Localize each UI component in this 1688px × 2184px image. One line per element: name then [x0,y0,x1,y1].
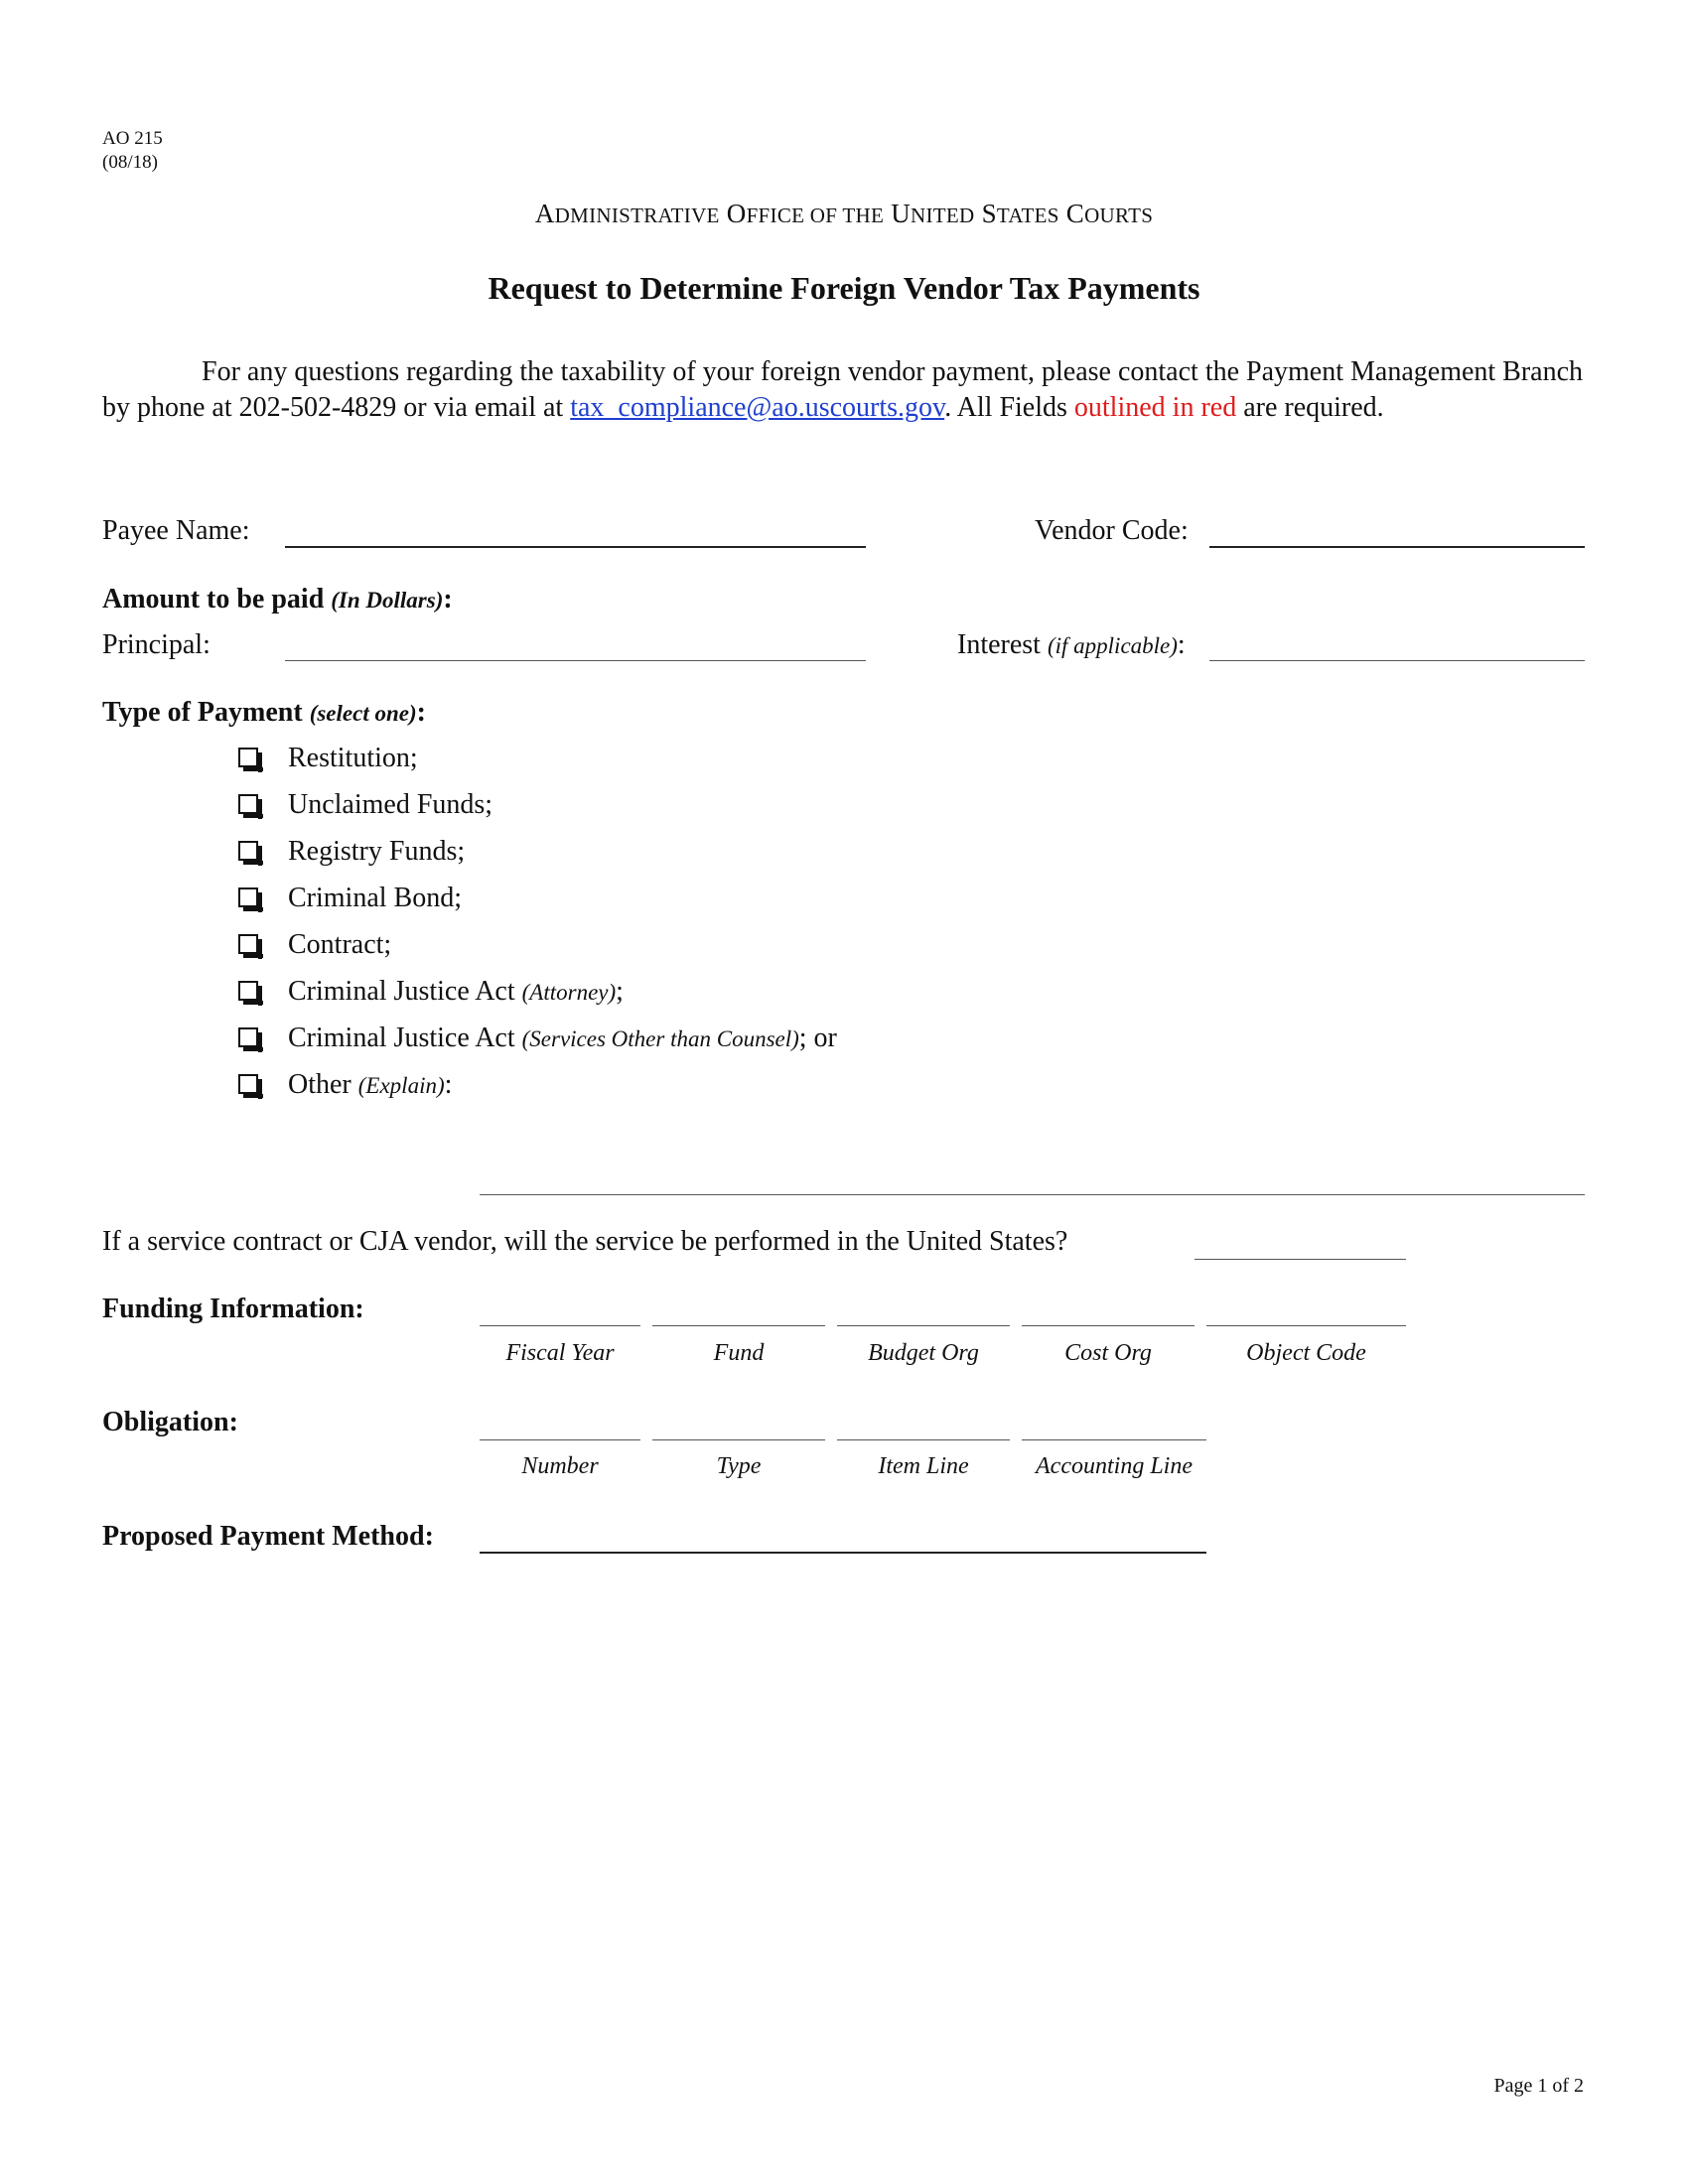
principal-label: Principal: [102,629,211,660]
form-number: AO 215 [102,128,163,149]
interest-heading [957,628,1186,663]
service-question: If a service contract or CJA vendor, will the service be performed in the United States? [102,1226,1068,1257]
vendor-code-field[interactable] [1209,546,1585,548]
option-label: Unclaimed Funds; [288,789,493,820]
option-label: Restitution; [288,743,418,773]
checkbox-registry-funds[interactable] [238,841,258,861]
option-suffix: ; [616,976,624,1007]
obligation-label: Obligation: [102,1407,238,1437]
option-restitution [288,742,418,775]
agency-w2-cap: O [726,199,747,228]
payee-name-field[interactable] [285,546,866,548]
fund-caption: Fund [713,1340,765,1366]
form-number-block [102,127,163,175]
agency-w1-cap: A [534,199,555,228]
budget-org-caption: Budget Org [868,1340,979,1366]
fiscal-year-caption: Fiscal Year [505,1340,615,1366]
amount-heading [102,583,453,617]
agency-w2-rest: FFICE OF THE [746,204,885,227]
payment-type-colon: : [416,697,426,728]
interest-field[interactable] [1209,660,1585,661]
interest-colon: : [1177,629,1186,660]
checkbox-other[interactable] [238,1074,258,1094]
payment-type-note: (select one) [309,701,417,726]
service-answer-field[interactable] [1195,1259,1406,1260]
option-contract [288,928,391,962]
option-other [288,1068,452,1103]
intro-text-2: . All Fields [944,392,1067,423]
obligation-number-field[interactable] [480,1439,640,1440]
option-label: Other [288,1069,352,1100]
agency-w5-rest: OURTS [1084,204,1154,227]
checkbox-restitution[interactable] [238,748,258,767]
option-note: (Services Other than Counsel) [521,1026,799,1051]
amount-colon: : [443,584,453,614]
agency-w4-cap: S [981,199,997,228]
option-cja-attorney [288,975,624,1010]
option-label: Registry Funds; [288,836,466,867]
option-cja-services [288,1022,837,1056]
interest-label: Interest [957,629,1041,660]
intro-text-3: are required. [1243,392,1384,423]
obligation-type-field[interactable] [652,1439,825,1440]
fiscal-year-field[interactable] [480,1325,640,1326]
vendor-code-label: Vendor Code: [1035,515,1189,546]
option-label: Criminal Justice Act [288,1023,515,1053]
checkbox-contract[interactable] [238,934,258,954]
payment-type-heading [102,696,426,731]
interest-note: (if applicable) [1047,633,1178,658]
option-registry-funds [288,835,465,869]
option-unclaimed-funds [288,788,492,822]
number-caption: Number [521,1453,599,1479]
agency-w5-cap: C [1065,199,1085,228]
option-note: (Explain) [357,1073,445,1098]
agency-w3-cap: U [891,199,912,228]
intro-paragraph [102,354,1592,426]
payment-method-label: Proposed Payment Method: [102,1521,434,1552]
checkbox-unclaimed-funds[interactable] [238,794,258,814]
checkbox-cja-services[interactable] [238,1027,258,1047]
accounting-line-caption: Accounting Line [1036,1453,1193,1479]
option-suffix: ; or [798,1023,837,1053]
item-line-caption: Item Line [878,1453,969,1479]
page-title: Request to Determine Foreign Vendor Tax Payments [488,270,1200,306]
option-note: (Attorney) [521,980,617,1005]
object-code-caption: Object Code [1246,1340,1366,1366]
page-number: Page 1 of 2 [1493,2075,1584,2097]
budget-org-field[interactable] [837,1325,1010,1326]
option-label: Contract; [288,929,392,960]
checkbox-cja-attorney[interactable] [238,981,258,1001]
payment-type-label: Type of Payment [102,697,303,728]
fund-field[interactable] [652,1325,825,1326]
form-date: (08/18) [102,152,158,173]
checkbox-criminal-bond[interactable] [238,887,258,907]
contact-email-link[interactable]: tax_compliance@ao.uscourts.gov [570,392,945,423]
intro-text-1: For any questions regarding the taxability of your foreign vendor payment, please contact the Payment Management Branch by phone at 202-502-4829 or via email at [102,356,1584,423]
agency-w4-rest: TATES [996,204,1059,227]
payment-method-field[interactable] [480,1552,1206,1554]
option-suffix: : [444,1069,453,1100]
accounting-line-field[interactable] [1022,1439,1206,1440]
item-line-field[interactable] [837,1439,1010,1440]
cost-org-caption: Cost Org [1064,1340,1152,1366]
option-label: Criminal Bond; [288,883,462,913]
required-fields-note: outlined in red [1073,392,1237,423]
option-label: Criminal Justice Act [288,976,515,1007]
amount-unit-note: (In Dollars) [331,588,444,613]
type-caption: Type [716,1453,762,1479]
agency-w3-rest: NITED [911,204,975,227]
amount-label: Amount to be paid [102,584,325,614]
cost-org-field[interactable] [1022,1325,1195,1326]
object-code-field[interactable] [1206,1325,1406,1326]
funding-label: Funding Information: [102,1294,364,1324]
other-explain-field[interactable] [480,1194,1585,1195]
principal-field[interactable] [285,660,866,661]
payee-name-label: Payee Name: [102,515,250,546]
agency-name [0,199,1688,229]
agency-w1-rest: DMINISTRATIVE [554,204,720,227]
option-criminal-bond [288,882,462,915]
